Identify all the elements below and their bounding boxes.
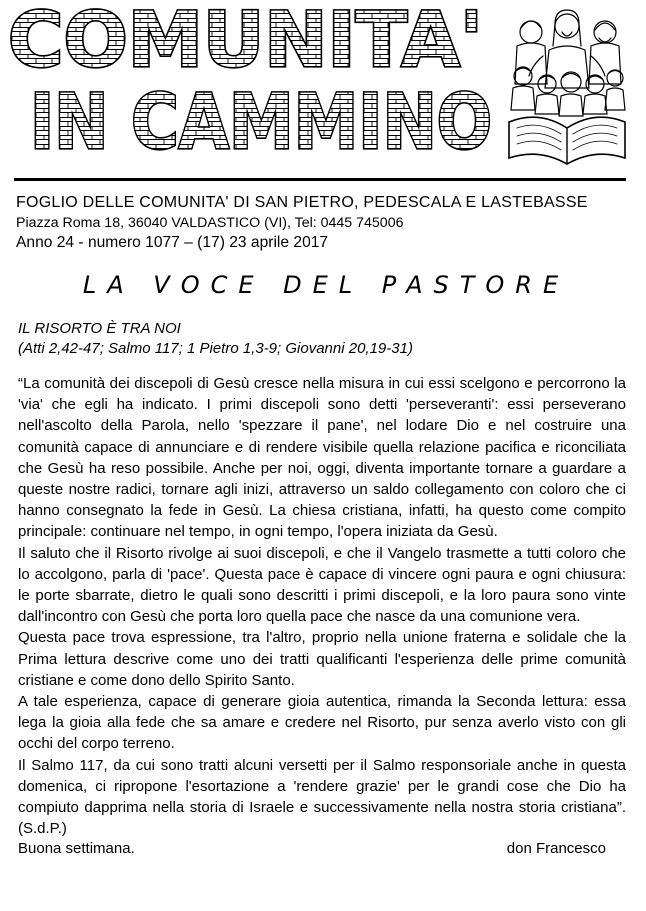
- paragraph: Il saluto che il Risorto rivolge ai suoi discepoli, e che il Vangelo trasmette a tutti coloro che lo accolgono, parla di 'pace'. Questa pace è capace di vincere ogni paura e ogni chiusura: le porte sbarrate, dietro le quali sono descritti i primi discepoli, e la loro paura sono vinte dall'incontro con Gesù che porta loro quella pace che nasce da una comunione vera.: [18, 544, 626, 626]
- header-rule: [14, 178, 626, 181]
- closing: [18, 839, 626, 859]
- scripture-references: (Atti 2,42-47; Salmo 117; 1 Pietro 1,3-9; Giovanni 20,19-31): [18, 340, 413, 357]
- masthead-title: [8, 0, 508, 172]
- masthead: [0, 0, 640, 175]
- parish-address: Piazza Roma 18, 36040 VALDASTICO (VI), Tel: 0445 745006: [16, 215, 404, 231]
- article-title: IL RISORTO È TRA NOI: [18, 320, 181, 337]
- article: [18, 319, 626, 859]
- signature: don Francesco: [506, 840, 606, 858]
- paragraph: Il Salmo 117, da cui sono tratti alcuni versetti per il Salmo responsoriale anche in questa domenica, ci ripropone l'esortazione a 'rendere grazie' per le grandi cose che Dio ha compiuto dapprima nella storia di Israele e successivamente nella nostra storia cristiana”. (S.d.P.): [18, 756, 626, 838]
- masthead-title-line2: IN CAMMINO: [30, 77, 492, 166]
- issue-info: Anno 24 - numero 1077 – (17) 23 aprile 2017: [16, 234, 329, 251]
- masthead-title-line1: COMUNITA': [8, 0, 483, 84]
- paragraph: A tale esperienza, capace di generare gioia autentica, rimanda la Seconda lettura: essa lega la gioia alla fede che sa amare e credere nel Risorto, pur senza averlo visto con gli occhi del corpo terreno.: [18, 693, 626, 753]
- jesus-children-illustration: [503, 6, 631, 172]
- paragraph: “La comunità dei discepoli di Gesù cresce nella misura in cui essi scelgono e percorrono la 'via' che egli ha indicato. I primi discepoli sono detti 'perseveranti': essi perseverano nell'ascolto della Parola, nello 'spezzare il pane', nel lodare Dio e nel costruire una comunità capace di annunciare e di rendere visibile quella relazione pacifica e riconciliata che Gesù ha reso possibile. Anche per noi, oggi, diventa importante tornare a guardare a queste nostre radici, tornare agli inizi, attraverso un saldo collegamento con coloro che ci hanno consegnato la fede in Gesù. La chiesa cristiana, infatti, ha questo come compito principale: continuare nel tempo, in ogni tempo, l'opera iniziata da Gesù.: [18, 375, 626, 541]
- parish-name: FOGLIO DELLE COMUNITA' DI SAN PIETRO, PEDESCALA E LASTEBASSE: [16, 194, 588, 211]
- closing-greeting: Buona settimana.: [18, 840, 135, 858]
- paragraph: Questa pace trova espressione, tra l'altro, proprio nella unione fraterna e solidale che la Prima lettura descrive come uno dei tratti qualificanti l'esperienza delle prime comunità cristiane e come dono dello Spirito Santo.: [18, 629, 626, 689]
- section-title: LA VOCE DEL PASTORE: [82, 271, 570, 299]
- article-body: [18, 373, 626, 839]
- newsletter-info: [16, 193, 636, 253]
